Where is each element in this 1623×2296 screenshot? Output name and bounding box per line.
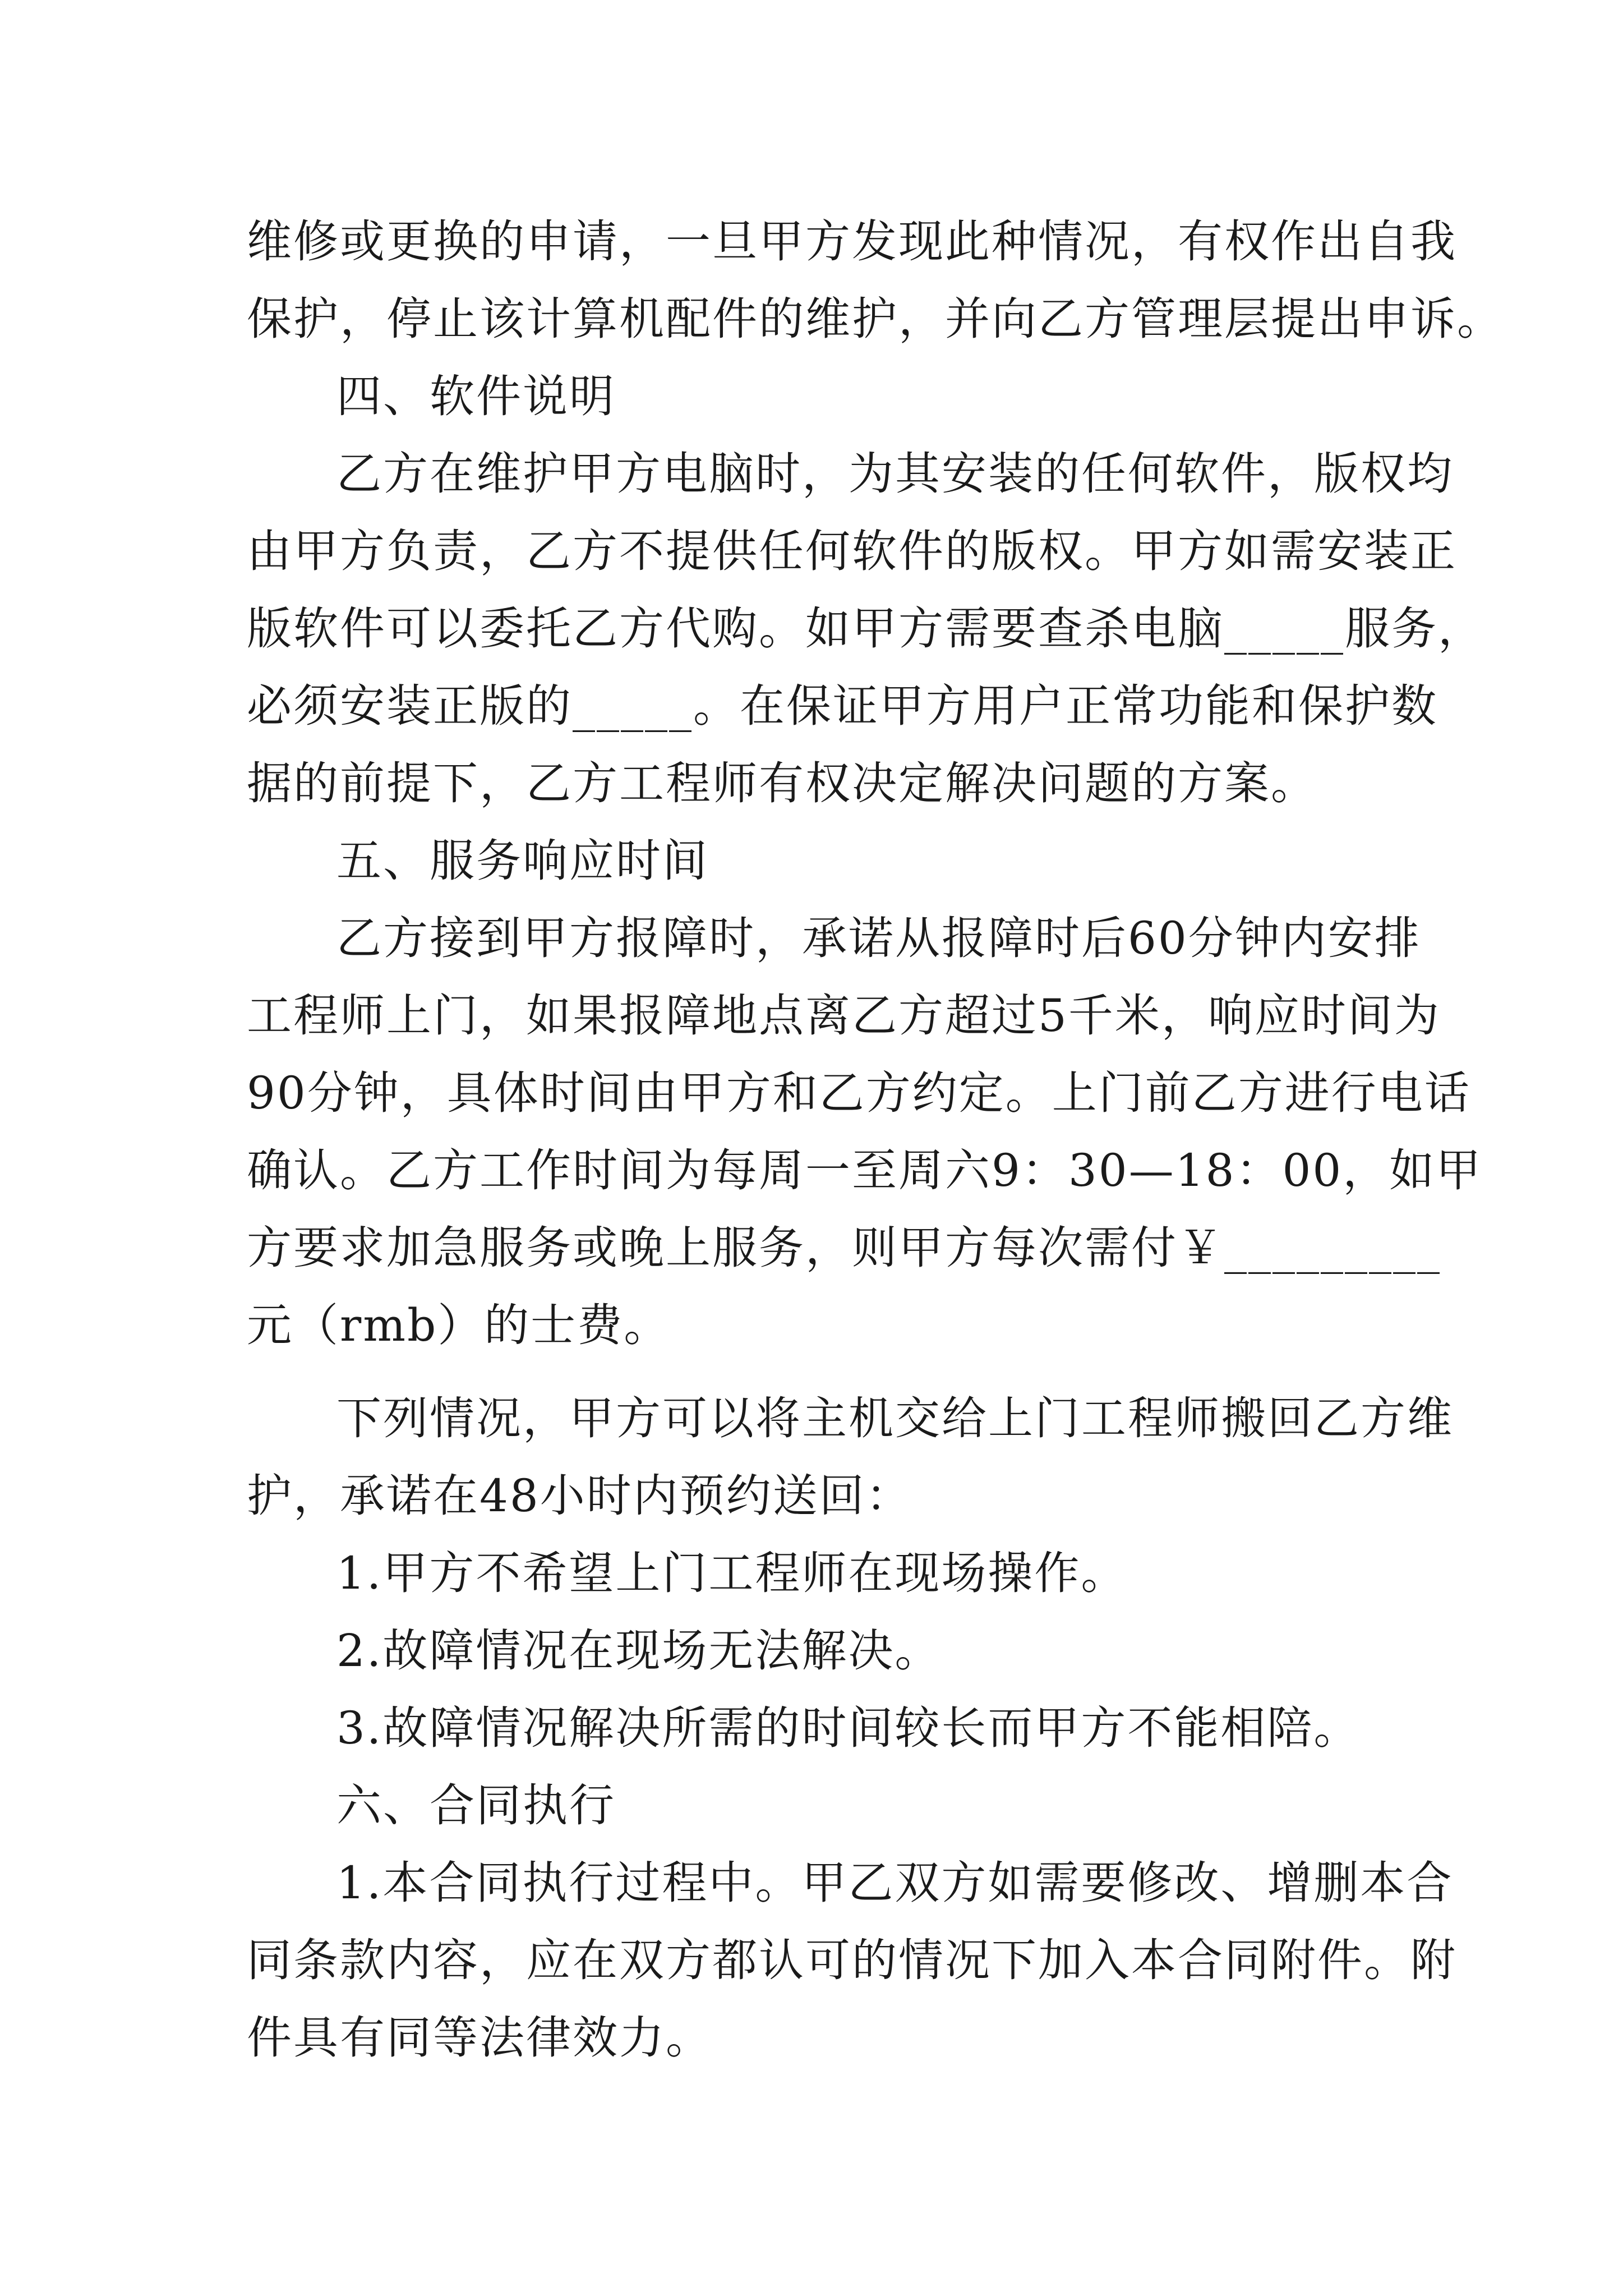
list-item: 2.故障情况在现场无法解决。 [336,1625,942,1677]
paragraph-gap [247,1364,1376,1380]
paragraph-line: 由甲方负责，乙方不提供任何软件的版权。甲方如需安装正 [247,525,1457,577]
paragraph-line: 保护，停止该计算机配件的维护，并向乙方管理层提出申诉。 [247,293,1504,345]
paragraph-line: 件具有同等法律效力。 [247,2012,712,2064]
paragraph-line: 元（rmb）的士费。 [247,1299,671,1351]
section-heading: 六、合同执行 [336,1779,616,1832]
list-item: 1.甲方不希望上门工程师在现场操作。 [336,1547,1128,1599]
paragraph-line: 乙方在维护甲方电脑时，为其安装的任何软件，版权均 [336,448,1454,500]
paragraph-line: 1.本合同执行过程中。甲乙双方如需要修改、增删本合 [336,1857,1454,1909]
list-item: 3.故障情况解决所需的时间较长而甲方不能相陪。 [336,1702,1361,1754]
section-heading: 五、服务响应时间 [336,835,709,887]
paragraph-line: 方要求加急服务或晚上服务，则甲方每次需付￥_________ [247,1222,1441,1274]
paragraph-line: 乙方接到甲方报障时，承诺从报障时后60分钟内安排 [336,912,1421,964]
section-heading: 四、软件说明 [336,370,616,422]
paragraph-line: 确认。乙方工作时间为每周一至周六9：30—18：00，如甲 [247,1144,1483,1197]
paragraph-line: 版软件可以委托乙方代购。如甲方需要查杀电脑_____服务， [247,602,1484,655]
paragraph-line: 工程师上门，如果报障地点离乙方超过5千米，响应时间为 [247,990,1441,1042]
paragraph-line: 90分钟，具体时间由甲方和乙方约定。上门前乙方进行电话 [247,1067,1471,1119]
paragraph-line: 据的前提下，乙方工程师有权决定解决问题的方案。 [247,757,1317,809]
paragraph-line: 下列情况，甲方可以将主机交给上门工程师搬回乙方维 [336,1392,1454,1444]
paragraph-line: 同条款内容，应在双方都认可的情况下加入本合同附件。附 [247,1934,1457,1986]
paragraph-line: 维修或更换的申请，一旦甲方发现此种情况，有权作出自我 [247,215,1457,268]
paragraph-line: 护，承诺在48小时内预约送回： [247,1470,912,1522]
document-body [247,203,1504,2077]
paragraph-line: 必须安装正版的_____。在保证甲方用户正常功能和保护数 [247,680,1438,732]
